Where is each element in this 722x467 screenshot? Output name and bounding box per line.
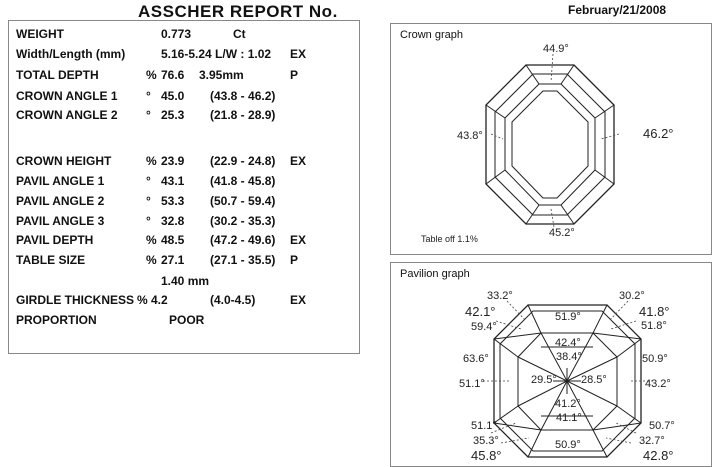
row-grade: EX — [290, 47, 307, 61]
row-label: Width/Length (mm) — [16, 47, 126, 61]
row-value: 1.40 mm — [161, 274, 210, 288]
row-label: CROWN HEIGHT — [16, 154, 112, 168]
row-value: 76.6 — [161, 68, 185, 82]
pavilion-graph-diagram — [391, 263, 711, 466]
row-unit: % — [146, 233, 157, 247]
row-value: 48.5 — [161, 233, 185, 247]
report-row — [9, 214, 359, 232]
crown-angle-left: 43.8° — [457, 130, 483, 142]
pav-left-lower: 51.1° — [459, 378, 485, 390]
row-range: (50.7 - 59.4) — [210, 194, 276, 208]
report-title: ASSCHER REPORT No. — [138, 2, 338, 21]
row-grade: P — [290, 68, 299, 82]
row-value: 5.16-5.24 L/W : 1.02 — [161, 47, 272, 61]
row-label: CROWN ANGLE 1 — [16, 89, 118, 103]
report-row — [9, 274, 359, 292]
row-range: (30.2 - 35.3) — [210, 214, 276, 228]
row-value: 0.773 — [161, 27, 192, 41]
pav-top-outer: 51.9° — [555, 311, 581, 323]
report-row — [9, 154, 359, 172]
row-value: 27.1 — [161, 253, 185, 267]
pav-br-mid: 50.7° — [649, 420, 675, 432]
row-grade: EX — [290, 293, 307, 307]
report-row — [9, 233, 359, 251]
report-row — [9, 253, 359, 271]
pav-bot-core: 41.2° — [555, 398, 581, 410]
row-range: Ct — [233, 27, 246, 41]
row-unit: % — [137, 293, 148, 307]
pavilion-graph-panel — [390, 262, 712, 467]
report-date: February/21/2008 — [568, 3, 667, 17]
report-row — [9, 47, 359, 65]
row-unit: ° — [146, 194, 151, 208]
report-row — [9, 293, 359, 311]
row-unit: % — [146, 154, 157, 168]
crown-table-off: Table off 1.1% — [421, 234, 478, 244]
row-value: POOR — [169, 313, 205, 327]
row-label: PAVIL DEPTH — [16, 233, 94, 247]
row-value: 43.1 — [161, 174, 185, 188]
pav-tr-mid: 51.8° — [641, 320, 667, 332]
pav-br-big: 42.8° — [643, 448, 674, 463]
row-label: WEIGHT — [16, 27, 64, 41]
row-label: GIRDLE THICKNESS — [16, 293, 135, 307]
pav-right-lower: 43.2° — [645, 378, 671, 390]
row-range: (4.0-4.5) — [210, 293, 256, 307]
pav-top-core: 38.4° — [556, 351, 582, 363]
row-unit: ° — [146, 214, 151, 228]
row-label: PAVIL ANGLE 2 — [16, 194, 105, 208]
row-range: (41.8 - 45.8) — [210, 174, 276, 188]
row-value: 32.8 — [161, 214, 185, 228]
row-range: (21.8 - 28.9) — [210, 108, 276, 122]
pav-left-upper: 63.6° — [463, 353, 489, 365]
pav-bot-outer: 50.9° — [555, 439, 581, 451]
pav-tr-big: 41.8° — [639, 304, 670, 319]
crown-graph-diagram — [391, 24, 711, 254]
row-value: 45.0 — [161, 89, 185, 103]
row-value: 23.9 — [161, 154, 185, 168]
crown-graph-panel — [390, 23, 712, 255]
row-grade: P — [290, 253, 299, 267]
row-label: PROPORTION — [16, 313, 97, 327]
report-table — [8, 20, 360, 354]
row-label: PAVIL ANGLE 1 — [16, 174, 105, 188]
pav-bl-big: 45.8° — [471, 448, 502, 463]
row-label: CROWN ANGLE 2 — [16, 108, 118, 122]
pav-mid-right: 28.5° — [581, 374, 607, 386]
row-unit: % — [146, 253, 157, 267]
row-unit: ° — [146, 108, 151, 122]
row-grade: EX — [290, 233, 307, 247]
pav-bot-inner: 41.1° — [556, 412, 582, 424]
row-range: (47.2 - 49.6) — [210, 233, 276, 247]
report-row — [9, 194, 359, 212]
pav-tl-small: 33.2° — [487, 290, 513, 302]
row-range: (22.9 - 24.8) — [210, 154, 276, 168]
report-row — [9, 68, 359, 86]
row-label: TOTAL DEPTH — [16, 68, 99, 82]
row-label: TABLE SIZE — [16, 253, 86, 267]
row-value: 25.3 — [161, 108, 185, 122]
row-unit: ° — [146, 174, 151, 188]
row-range: (27.1 - 35.5) — [210, 253, 276, 267]
crown-angle-top: 44.9° — [543, 43, 569, 55]
pavilion-graph-title: Pavilion graph — [400, 268, 470, 280]
crown-table-outline — [505, 84, 595, 205]
pav-mid-left: 29.5° — [531, 374, 557, 386]
report-row — [9, 89, 359, 107]
pav-bl-small: 35.3° — [473, 435, 499, 447]
report-row — [9, 27, 359, 45]
pav-tr-small: 30.2° — [619, 290, 645, 302]
row-label: PAVIL ANGLE 3 — [16, 214, 105, 228]
report-row — [9, 108, 359, 126]
report-row — [9, 313, 359, 331]
report-row — [9, 174, 359, 192]
row-value: 4.2 — [151, 293, 168, 307]
pav-right-upper: 50.9° — [642, 353, 668, 365]
pav-top-inner: 42.4° — [555, 337, 581, 349]
crown-angle-bottom: 45.2° — [549, 227, 575, 239]
row-range: (43.8 - 46.2) — [210, 89, 276, 103]
row-unit: % — [146, 68, 157, 82]
pav-tl-mid: 59.4° — [471, 321, 497, 333]
row-range: 3.95mm — [199, 68, 244, 82]
row-unit: ° — [146, 89, 151, 103]
pav-bl-mid: 51.1° — [471, 420, 497, 432]
crown-angle-right: 46.2° — [643, 126, 674, 141]
crown-graph-title: Crown graph — [400, 29, 463, 41]
crown-inner-table — [512, 91, 588, 198]
pav-br-small: 32.7° — [639, 435, 665, 447]
pav-tl-big: 42.1° — [465, 304, 496, 319]
row-grade: EX — [290, 154, 307, 168]
row-value: 53.3 — [161, 194, 185, 208]
